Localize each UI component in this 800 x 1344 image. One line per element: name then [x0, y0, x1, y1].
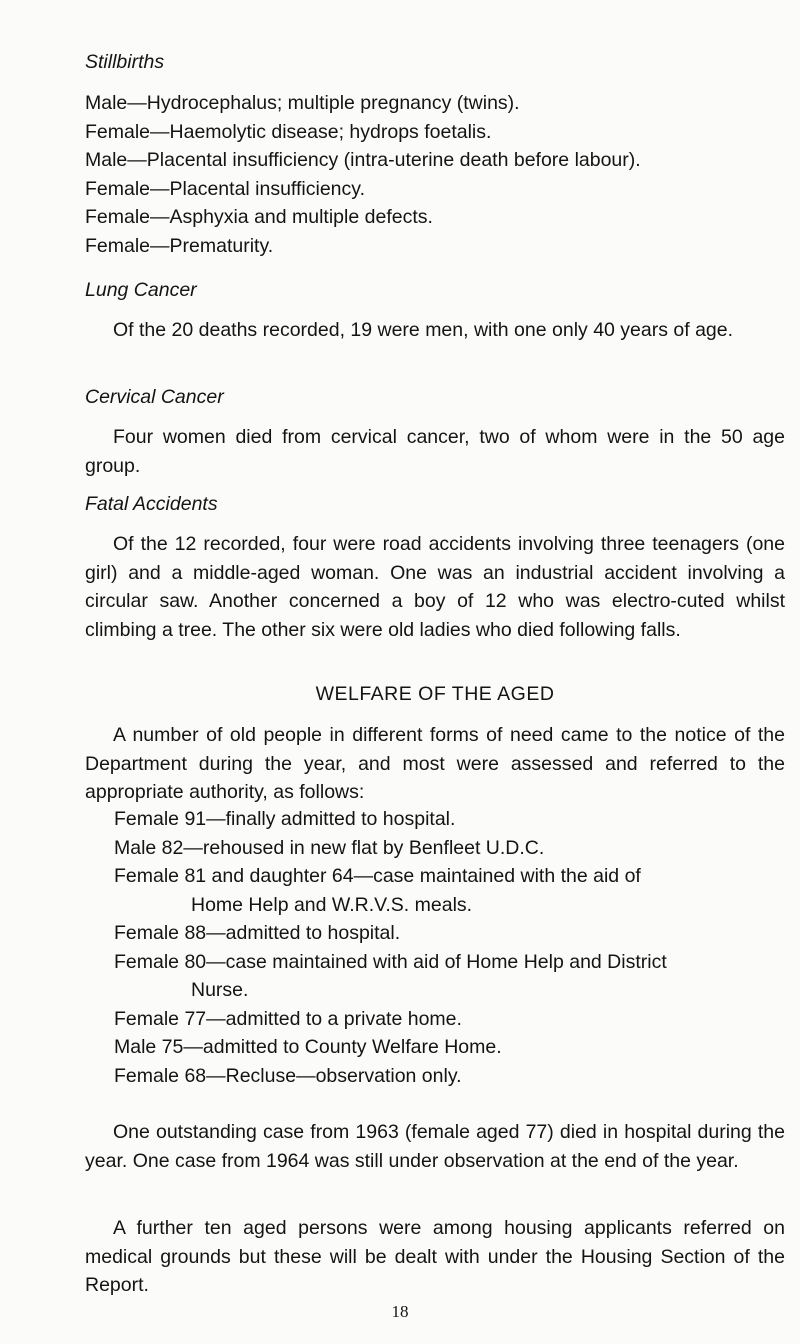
list-item: Male 75—admitted to County Welfare Home. [114, 1036, 502, 1058]
cervical-cancer-paragraph: Four women died from cervical cancer, two of whom were in the 50 age group. [85, 426, 785, 477]
outstanding-case-paragraph: One outstanding case from 1963 (female aged 77) died in hospital during the year. One case from 1964 was still under observation at the end of the year. [85, 1121, 785, 1172]
fatal-accidents-paragraph: Of the 12 recorded, four were road accidents involving three teenagers (one girl) and a middle-aged woman. One was an industrial accident involving a circular saw. Another concerned a boy of 12 who was electro-cuted whilst climbing a tree. The other six were old ladies who died following falls. [85, 533, 785, 641]
fatal-accidents-heading: Fatal Accidents [85, 493, 218, 515]
stillbirths-list [85, 89, 785, 260]
welfare-case-list [85, 805, 785, 1090]
list-item: Female 68—Recluse—observation only. [114, 1064, 462, 1087]
list-item: Female—Haemolytic disease; hydrops foetalis. [85, 120, 492, 143]
list-item: Male—Placental insufficiency (intra-uterine death before labour). [85, 149, 641, 171]
list-item: Female 80—case maintained with aid of Home Help and District Nurse. [114, 950, 667, 1001]
list-item: Female—Prematurity. [85, 234, 274, 257]
list-item: Male 82—rehoused in new flat by Benfleet U.D.C. [114, 836, 545, 859]
lung-cancer-paragraph: Of the 20 deaths recorded, 19 were men, with one only 40 years of age. [113, 319, 734, 341]
list-item: Female—Placental insufficiency. [85, 177, 365, 200]
list-item: Female 81 and daughter 64—case maintained with the aid of Home Help and W.R.V.S. meals. [114, 865, 641, 916]
cervical-cancer-heading: Cervical Cancer [85, 386, 224, 408]
lung-cancer-heading: Lung Cancer [85, 279, 197, 301]
welfare-heading: WELFARE OF THE AGED [315, 683, 555, 705]
list-item: Female 88—admitted to hospital. [114, 922, 401, 944]
page-number: 18 [391, 1302, 409, 1321]
list-item: Female 77—admitted to a private home. [114, 1007, 462, 1030]
list-item: Female—Asphyxia and multiple defects. [85, 206, 433, 228]
stillbirths-heading: Stillbirths [85, 51, 165, 73]
list-item: Female 91—finally admitted to hospital. [114, 808, 456, 830]
welfare-intro-paragraph: A number of old people in different forms of need came to the notice of the Department during the year, and most were assessed and referred to the appropriate authority, as follows: [85, 724, 785, 803]
further-persons-paragraph: A further ten aged persons were among housing applicants referred on medical grounds but these will be dealt with under the Housing Section of the Report. [85, 1217, 785, 1296]
list-item: Male—Hydrocephalus; multiple pregnancy (twins). [85, 92, 520, 114]
